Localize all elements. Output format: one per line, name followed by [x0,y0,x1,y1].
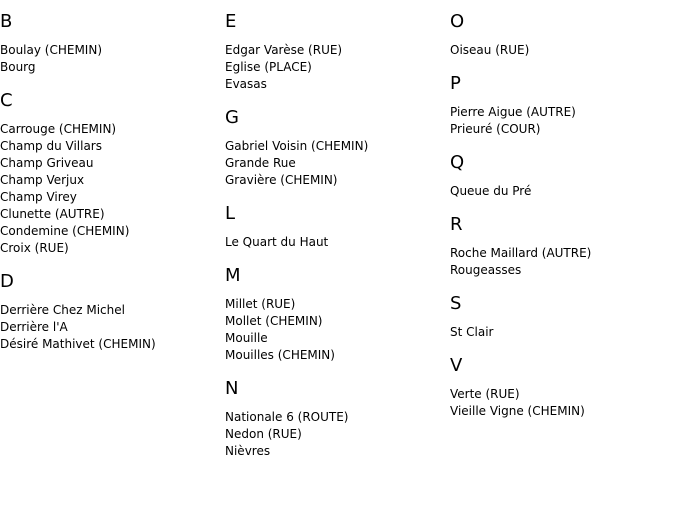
section-letter-heading: S [450,293,462,314]
street-list [450,245,670,279]
street-link[interactable]: Pierre Aigue (AUTRE) [450,105,576,119]
street-list [450,42,670,59]
street-link[interactable]: Roche Maillard (AUTRE) [450,246,592,260]
street-link[interactable]: Millet (RUE) [225,297,296,311]
street-link[interactable]: Eglise (PLACE) [225,60,312,74]
section-letter-heading: R [450,214,463,235]
street-link[interactable]: Queue du Pré [450,184,532,198]
street-list [225,138,445,189]
section-letter-heading: P [450,73,461,94]
street-link[interactable]: Oiseau (RUE) [450,43,530,57]
street-list [0,42,220,76]
street-list [0,121,220,257]
street-list [0,302,220,353]
section-letter-heading: C [0,90,13,111]
street-link[interactable]: Derrière l'A [0,320,68,334]
street-link[interactable]: Prieuré (COUR) [450,122,541,136]
street-link[interactable]: Le Quart du Haut [225,235,329,249]
street-list [450,104,670,138]
street-list [225,296,445,364]
street-link[interactable]: Champ du Villars [0,139,102,153]
street-link[interactable]: Vieille Vigne (CHEMIN) [450,404,585,418]
street-link[interactable]: Gabriel Voisin (CHEMIN) [225,139,369,153]
street-list [225,234,445,251]
street-link[interactable]: St Clair [450,325,494,339]
street-link[interactable]: Gravière (CHEMIN) [225,173,338,187]
letter-section [450,12,670,59]
section-letter-heading: V [450,355,463,376]
street-link[interactable]: Rougeasses [450,263,522,277]
section-letter-heading: D [0,271,14,292]
letter-section [450,153,670,200]
street-link[interactable]: Nationale 6 (ROUTE) [225,410,349,424]
letter-section [0,12,220,76]
letter-section [0,91,220,257]
letter-section [450,215,670,279]
street-link[interactable]: Champ Virey [0,190,77,204]
letter-section [450,356,670,420]
street-link[interactable]: Verte (RUE) [450,387,520,401]
letter-section [0,272,220,353]
street-link[interactable]: Condemine (CHEMIN) [0,224,130,238]
section-letter-heading: G [225,107,239,128]
street-link[interactable]: Evasas [225,77,267,91]
section-letter-heading: Q [450,152,465,173]
street-link[interactable]: Boulay (CHEMIN) [0,43,102,57]
street-link[interactable]: Champ Griveau [0,156,94,170]
index-column [225,12,445,475]
letter-section [225,204,445,251]
section-letter-heading: M [225,265,241,286]
section-letter-heading: B [0,11,13,32]
index-column [450,12,670,435]
street-link[interactable]: Mollet (CHEMIN) [225,314,323,328]
street-link[interactable]: Nedon (RUE) [225,427,302,441]
street-link[interactable]: Carrouge (CHEMIN) [0,122,117,136]
letter-section [450,294,670,341]
section-letter-heading: L [225,203,236,224]
street-link[interactable]: Derrière Chez Michel [0,303,125,317]
street-list [225,42,445,93]
street-list [450,183,670,200]
street-link[interactable]: Grande Rue [225,156,296,170]
section-letter-heading: O [450,11,465,32]
letter-section [225,266,445,364]
index-column [0,12,220,368]
street-link[interactable]: Croix (RUE) [0,241,69,255]
street-list [450,386,670,420]
street-link[interactable]: Bourg [0,60,36,74]
street-link[interactable]: Clunette (AUTRE) [0,207,105,221]
street-list [225,409,445,460]
section-letter-heading: N [225,378,239,399]
street-link[interactable]: Désiré Mathivet (CHEMIN) [0,337,156,351]
street-link[interactable]: Mouille [225,331,268,345]
street-link[interactable]: Edgar Varèse (RUE) [225,43,343,57]
letter-section [450,74,670,138]
letter-section [225,108,445,189]
street-link[interactable]: Mouilles (CHEMIN) [225,348,335,362]
street-link[interactable]: Champ Verjux [0,173,85,187]
street-list [450,324,670,341]
letter-section [225,379,445,460]
section-letter-heading: E [225,11,237,32]
letter-section [225,12,445,93]
street-link[interactable]: Nièvres [225,444,271,458]
